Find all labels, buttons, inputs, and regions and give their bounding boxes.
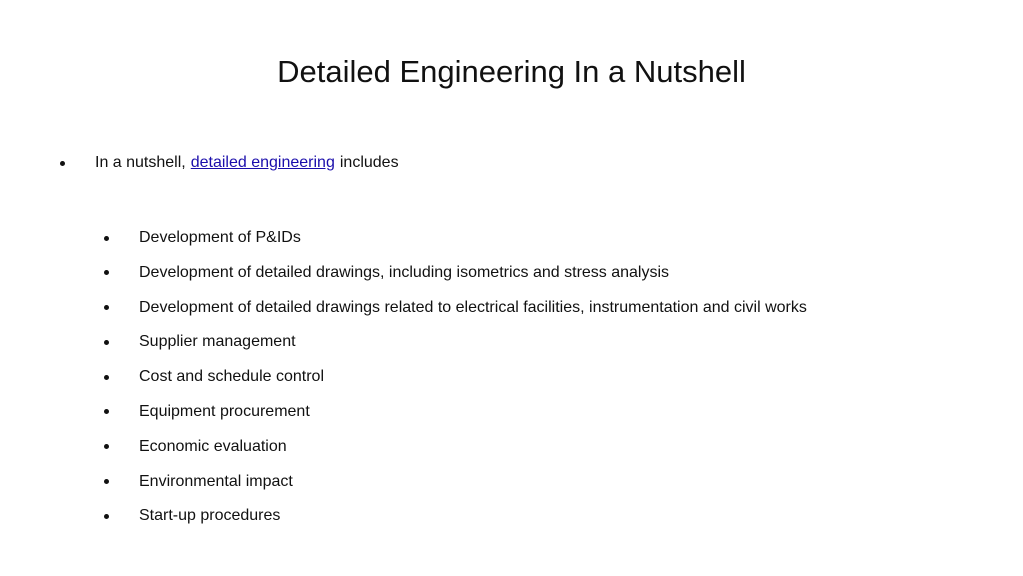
list-item — [104, 365, 807, 389]
bullet-dot-icon — [104, 270, 109, 275]
list-item-text: Equipment procurement — [139, 402, 310, 420]
list-item — [104, 504, 807, 528]
list-item — [104, 261, 807, 285]
bullet-dot-icon — [104, 444, 109, 449]
list-item — [104, 330, 807, 354]
sub-bullet-list — [104, 226, 807, 539]
list-item-text: Supplier management — [139, 333, 296, 351]
list-item-text: Environmental impact — [139, 472, 293, 490]
bullet-dot-icon — [104, 375, 109, 380]
list-item-text: Cost and schedule control — [139, 368, 324, 386]
list-item-text: Start-up procedures — [139, 507, 281, 525]
list-item — [104, 470, 807, 494]
list-item — [104, 296, 807, 320]
bullet-dot-icon — [60, 161, 65, 166]
intro-suffix: includes — [339, 154, 399, 171]
detailed-engineering-link[interactable]: detailed engineering — [190, 154, 335, 171]
bullet-dot-icon — [104, 479, 109, 484]
list-item-text: Development of detailed drawings, including isometrics and stress analysis — [139, 263, 670, 281]
list-item-text: Economic evaluation — [139, 437, 287, 455]
list-item-text: Development of P&IDs — [139, 229, 301, 246]
intro-prefix: In a nutshell, — [95, 154, 186, 171]
bullet-dot-icon — [104, 305, 109, 310]
intro-bullet — [60, 151, 399, 175]
list-item — [104, 435, 807, 459]
list-item — [104, 226, 807, 250]
slide-title: Detailed Engineering In a Nutshell — [277, 54, 746, 89]
bullet-dot-icon — [104, 236, 109, 241]
bullet-dot-icon — [104, 514, 109, 519]
list-item — [104, 400, 807, 424]
list-item-text: Development of detailed drawings related to electrical facilities, instrumentation and civil works — [139, 298, 807, 316]
bullet-dot-icon — [104, 340, 109, 345]
bullet-dot-icon — [104, 409, 109, 414]
